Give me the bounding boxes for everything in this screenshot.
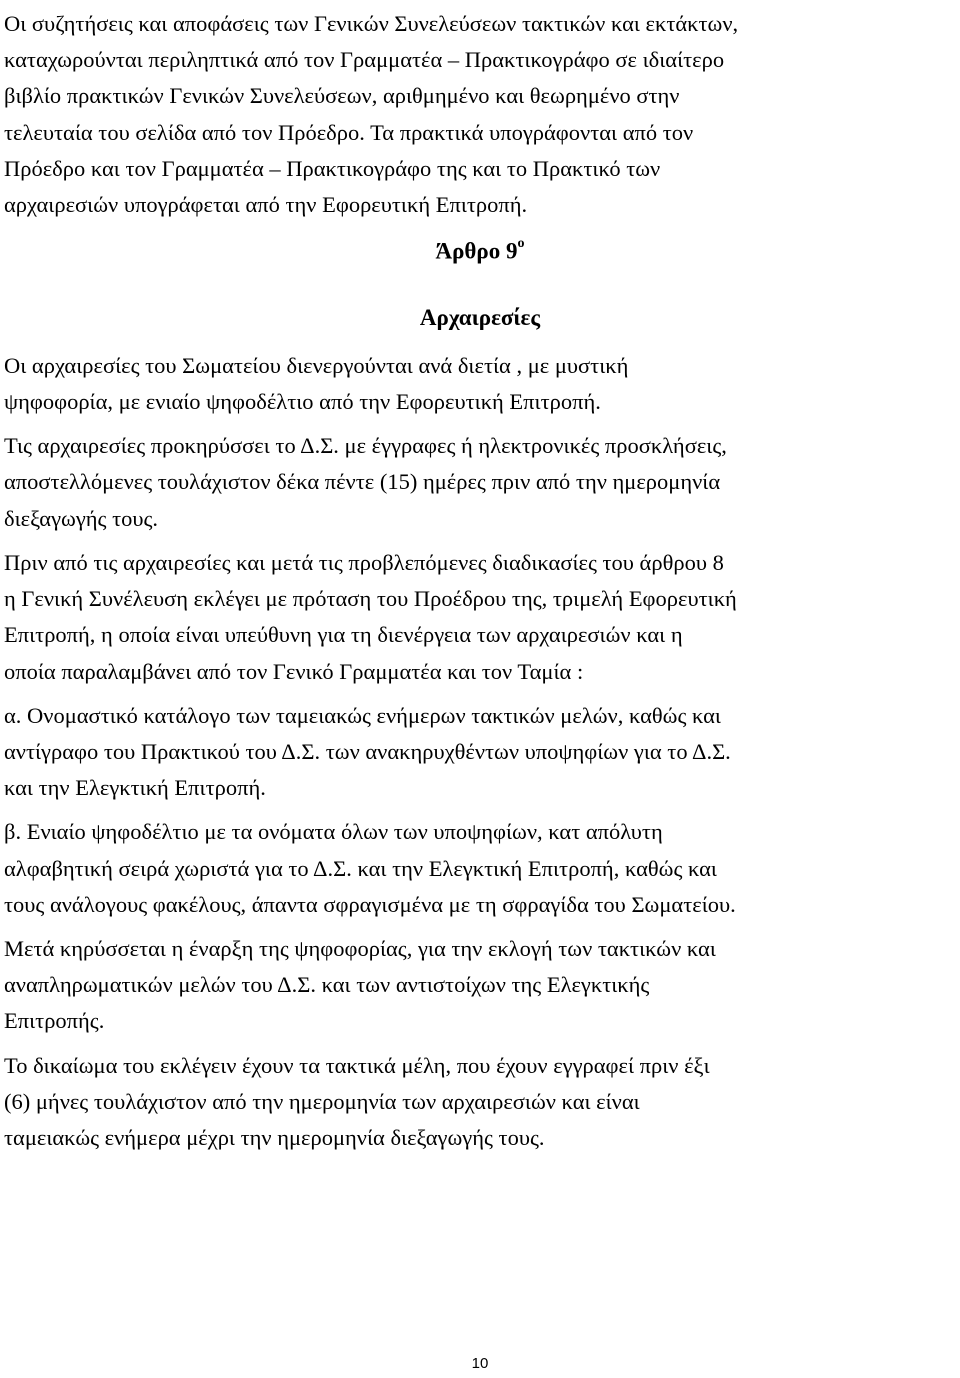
text-line: Το δικαίωμα του εκλέγειν έχουν τα τακτικά μέλη, που έχουν εγγραφεί πριν έξι (4, 1052, 710, 1078)
text-line: διεξαγωγής τους. (4, 505, 159, 531)
paragraph-elections-announcement (4, 428, 956, 537)
text-line: Πρόεδρο και τον Γραμματέα – Πρακτικογράφο της και το Πρακτικό των (4, 155, 661, 181)
list-item-alpha (4, 698, 956, 807)
text-line: αποστελλόμενες τουλάχιστον δέκα πέντε (15) ημέρες πριν από την ημερομηνία (4, 469, 721, 495)
paragraph-election-committee (4, 545, 956, 690)
text-line: αλφαβητική σειρά χωριστά για το Δ.Σ. και την Ελεγκτική Επιτροπή, καθώς και (4, 855, 717, 881)
article-title-superscript: ο (517, 236, 525, 252)
article-title (4, 229, 956, 270)
article-subtitle: Αρχαιρεσίες (419, 304, 541, 330)
document-page (4, 6, 956, 1164)
text-line: (6) μήνες τουλάχιστον από την ημερομηνία των αρχαιρεσιών και είναι (4, 1088, 640, 1114)
text-line: αρχαιρεσιών υπογράφεται από την Εφορευτική Επιτροπή. (4, 192, 528, 218)
text-line: και την Ελεγκτική Επιτροπή. (4, 775, 266, 801)
list-item-beta (4, 814, 956, 923)
text-line: οποία παραλαμβάνει από τον Γενικό Γραμματέα και τον Ταμία : (4, 658, 584, 684)
text-line: α. Ονομαστικό κατάλογο των ταμειακώς ενήμερων τακτικών μελών, καθώς και (4, 702, 721, 728)
paragraph-voting-rights (4, 1048, 956, 1157)
text-line: τελευταία του σελίδα από τον Πρόεδρο. Τα πρακτικά υπογράφονται από τον (4, 119, 694, 145)
text-line: η Γενική Συνέλευση εκλέγει με πρόταση του Προέδρου της, τριμελή Εφορευτική (4, 586, 737, 612)
paragraph-general-assembly-minutes (4, 6, 956, 223)
text-line: αναπληρωματικών μελών του Δ.Σ. και των αντιστοίχων της Ελεγκτικής (4, 972, 650, 998)
text-line: Επιτροπή, η οποία είναι υπεύθυνη για τη διενέργεια των αρχαιρεσιών και η (4, 622, 683, 648)
text-line: αντίγραφο του Πρακτικού του Δ.Σ. των ανακηρυχθέντων υποψηφίων για το Δ.Σ. (4, 738, 731, 764)
paragraph-voting-start (4, 931, 956, 1040)
text-line: Οι αρχαιρεσίες του Σωματείου διενεργούνται ανά διετία , με μυστική (4, 352, 629, 378)
text-line: Οι συζητήσεις και αποφάσεις των Γενικών Συνελεύσεων τακτικών και εκτάκτων, (4, 11, 739, 36)
text-line: καταχωρούνται περιληπτικά από τον Γραμματέα – Πρακτικογράφο σε ιδιαίτερο (4, 47, 725, 73)
text-line: Πριν από τις αρχαιρεσίες και μετά τις προβλεπόμενες διαδικασίες του άρθρου 8 (4, 549, 724, 575)
text-line: βιβλίο πρακτικών Γενικών Συνελεύσεων, αριθμημένο και θεωρημένο στην (4, 83, 680, 109)
text-line: β. Ενιαίο ψηφοδέλτιο με τα ονόματα όλων των υποψηφίων, κατ απόλυτη (4, 819, 663, 845)
text-line: τους ανάλογους φακέλους, άπαντα σφραγισμένα με τη σφραγίδα του Σωματείου. (4, 891, 736, 917)
page-number: 10 (471, 1355, 489, 1372)
text-line: Επιτροπής. (4, 1008, 105, 1034)
text-line: ταμειακώς ενήμερα μέχρι την ημερομηνία διεξαγωγής τους. (4, 1124, 545, 1150)
text-line: Τις αρχαιρεσίες προκηρύσσει το Δ.Σ. με έγγραφες ή ηλεκτρονικές προσκλήσεις, (4, 433, 727, 459)
text-line: ψηφοφορία, με ενιαίο ψηφοδέλτιο από την Εφορευτική Επιτροπή. (4, 389, 601, 415)
paragraph-elections-frequency (4, 348, 956, 420)
article-title-text: Άρθρο 9 (435, 238, 518, 264)
text-line: Μετά κηρύσσεται η έναρξη της ψηφοφορίας, για την εκλογή των τακτικών και (4, 935, 716, 961)
